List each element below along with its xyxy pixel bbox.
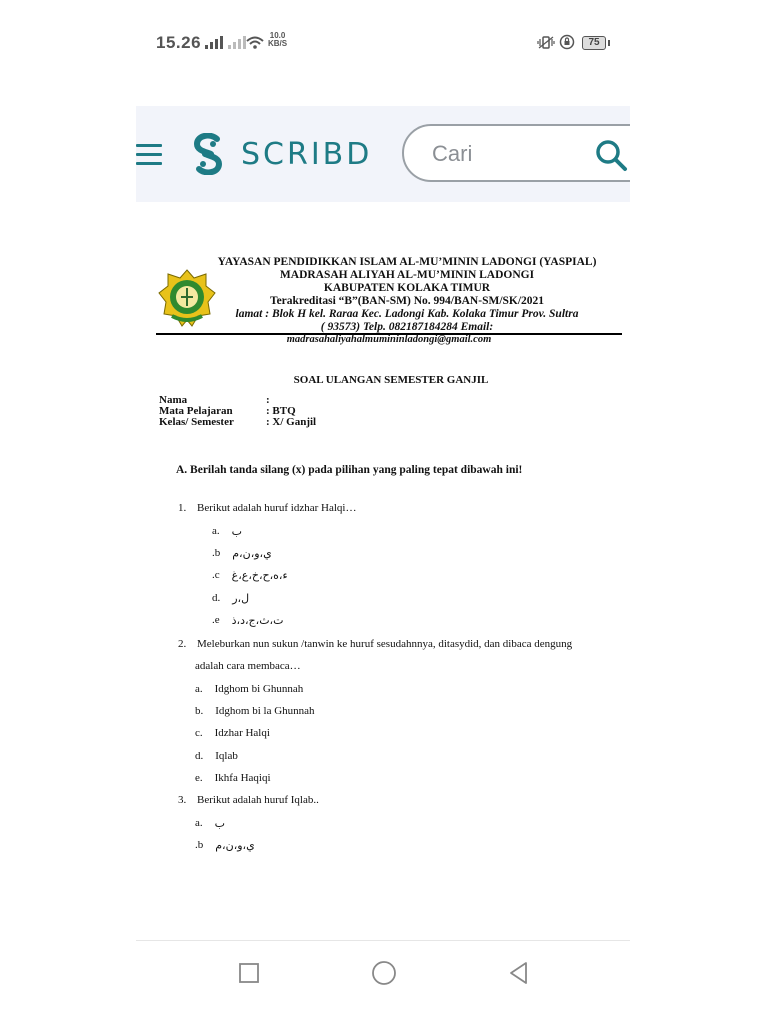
status-bar <box>0 0 768 80</box>
identity-value: : BTQ <box>266 405 296 417</box>
option-label: .b <box>212 547 221 559</box>
option-text: ت،ث،ج،د،ذ <box>231 614 284 627</box>
letterhead-email: madrasahaliyahalmumininladongi@gmail.com <box>286 334 492 345</box>
option-text: Idzhar Halqi <box>214 727 270 739</box>
q1-option-e[interactable] <box>212 614 283 627</box>
option-label: d. <box>195 750 204 762</box>
option-text: Idghom bi Ghunnah <box>214 683 304 695</box>
recent-apps-icon[interactable] <box>234 958 264 988</box>
question-3 <box>178 794 319 806</box>
signal-icon <box>205 36 223 49</box>
identity-key: Mata Pelajaran <box>159 405 233 417</box>
option-label: a. <box>212 525 220 537</box>
question-text: Meleburkan nun sukun /tanwin ke huruf sesudahnnya, ditasydid, dan dibaca dengung <box>197 638 573 650</box>
letterhead-line2: MADRASAH ALIYAH AL-MU’MININ LADONGI <box>279 269 535 281</box>
search-box <box>402 124 630 182</box>
wifi-icon <box>246 36 264 49</box>
identity-key: Kelas/ Semester <box>159 416 234 428</box>
student-identity <box>159 395 316 428</box>
back-icon[interactable] <box>504 958 534 988</box>
question-2 <box>178 638 572 650</box>
scribd-brand[interactable]: SCRIBD <box>241 137 373 172</box>
option-text: ي،و،ن،م <box>215 839 255 852</box>
option-text: Iqlab <box>215 750 238 762</box>
option-label: c. <box>195 727 203 739</box>
signal-2-icon <box>228 36 246 49</box>
identity-key: Nama <box>159 394 188 406</box>
q1-option-a[interactable] <box>212 525 242 538</box>
speed-unit: KB/S <box>268 39 288 48</box>
identity-row <box>159 417 316 428</box>
search-input[interactable] <box>430 138 584 170</box>
option-label: d. <box>212 592 221 604</box>
option-text: ب <box>231 525 242 538</box>
option-label: e. <box>195 772 203 784</box>
question-text: Berikut adalah huruf idzhar Halqi… <box>197 502 357 514</box>
q2-option-c[interactable] <box>195 727 270 739</box>
letterhead-line4: Terakreditasi “B”(BAN-SM) No. 994/BAN-SM/SK/2021 <box>269 295 545 307</box>
option-text: Ikhfa Haqiqi <box>214 772 271 784</box>
q2-option-e[interactable] <box>195 772 271 784</box>
network-speed <box>268 32 287 48</box>
option-text: ب <box>214 817 225 830</box>
q2-option-b[interactable] <box>195 705 315 717</box>
battery-indicator: 75 <box>582 36 606 50</box>
q2-option-a[interactable] <box>195 683 303 695</box>
lock-rotation-icon <box>559 34 575 50</box>
letterhead-line6: ( 93573) Telp. 082187184284 Email: <box>320 321 494 333</box>
q3-option-a[interactable] <box>195 817 225 830</box>
status-time: 15.26 <box>156 33 202 52</box>
q1-option-b[interactable] <box>212 547 272 560</box>
option-text: ل،ر <box>232 592 250 605</box>
option-text: ي،و،ن،م <box>232 547 272 560</box>
option-text: ء،ه،ح،خ،ع،غ <box>231 569 288 582</box>
home-icon[interactable] <box>369 958 399 988</box>
q2-option-d[interactable] <box>195 750 238 762</box>
scribd-logo-icon[interactable] <box>191 133 225 175</box>
question-number: 3. <box>178 794 187 806</box>
q1-option-d[interactable] <box>212 592 249 605</box>
question-2-cont: adalah cara membaca… <box>195 660 301 672</box>
option-label: b. <box>195 705 204 717</box>
scribd-header <box>136 106 630 202</box>
identity-value: : <box>266 394 270 406</box>
q3-option-b[interactable] <box>195 839 255 852</box>
option-text: Idghom bi la Ghunnah <box>215 705 315 717</box>
option-label: a. <box>195 683 203 695</box>
section-a-instruction: A. Berilah tanda silang (x) pada pilihan yang paling tepat dibawah ini! <box>176 464 523 476</box>
letterhead-line5: lamat : Blok H kel. Raraa Kec. Ladongi Kab. Kolaka Timur Prov. Sultra <box>235 308 579 320</box>
letterhead-line3: KABUPATEN KOLAKA TIMUR <box>323 282 491 294</box>
identity-value: : X/ Ganjil <box>266 416 317 428</box>
menu-icon[interactable] <box>136 144 162 171</box>
option-label: .e <box>212 614 220 626</box>
question-number: 1. <box>178 502 187 514</box>
question-text: Berikut adalah huruf Iqlab.. <box>197 794 319 806</box>
option-label: .c <box>212 569 220 581</box>
nav-divider <box>136 940 630 941</box>
speed-value: 10.0 <box>269 31 286 40</box>
letterhead-line1: YAYASAN PENDIDIKKAN ISLAM AL-MU’MININ LADONGI (YASPIAL) <box>217 256 597 268</box>
q1-option-c[interactable] <box>212 569 288 582</box>
question-1 <box>178 502 356 514</box>
option-label: a. <box>195 817 203 829</box>
search-icon[interactable] <box>594 138 628 172</box>
question-number: 2. <box>178 638 187 650</box>
option-label: .b <box>195 839 204 851</box>
vibrate-icon <box>537 36 555 49</box>
exam-title: SOAL ULANGAN SEMESTER GANJIL <box>293 374 489 386</box>
letterhead <box>192 256 622 334</box>
